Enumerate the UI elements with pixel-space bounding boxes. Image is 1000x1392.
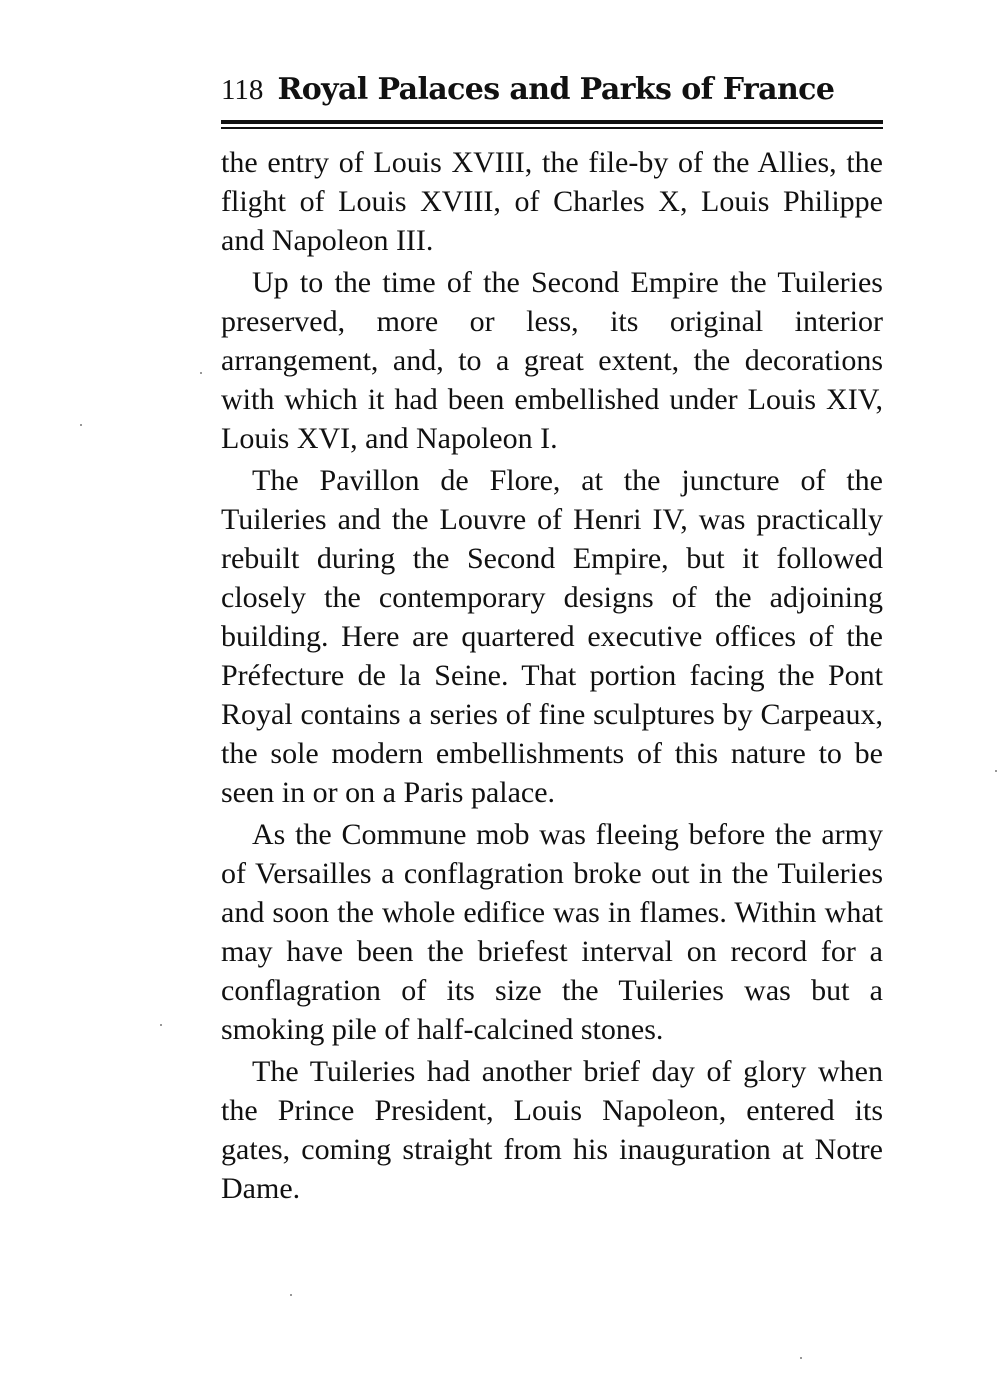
header-rule-thin xyxy=(221,127,883,129)
paragraph: As the Commune mob was fleeing before the army of Versailles a conflagration broke out in the Tuileries and soon the whole edifice was in flames. Within what may have been the briefest interval on record for a conflagration of its size the Tuileries was but a smoking pile of half-calcined stones. xyxy=(221,818,883,1046)
scan-speck xyxy=(995,770,997,772)
header-rule-thick xyxy=(221,120,883,124)
running-title: Royal Palaces and Parks of France xyxy=(277,72,835,107)
paragraph: The Pavillon de Flore, at the juncture of the Tuileries and the Louvre of Henri IV, was practically rebuilt during the Second Empire, but it followed closely the contemporary designs of the adjoining building. Here are quartered executive offices of the Préfecture de la Seine. That portion facing the Pont Royal contains a series of fine sculptures by Carpeaux, the sole modern embellishments of this nature to be seen in or on a Paris palace. xyxy=(221,464,883,809)
book-page xyxy=(221,72,883,1211)
scan-speck xyxy=(800,1357,802,1359)
paragraph: Up to the time of the Second Empire the Tuileries preserved, more or less, its original interior arrangement, and, to a great extent, the decorations with which it had been embellished under Louis XIV, Louis XVI, and Napoleon I. xyxy=(221,266,883,455)
scan-speck xyxy=(200,372,202,374)
paragraph: The Tuileries had another brief day of glory when the Prince President, Louis Napoleon, entered its gates, coming straight from his inauguration at Notre Dame. xyxy=(221,1055,883,1205)
scan-speck xyxy=(290,1294,292,1296)
page-number: 118 xyxy=(221,74,264,106)
body-text xyxy=(221,143,883,1208)
paragraph-continuation: the entry of Louis XVIII, the file-by of the Allies, the flight of Louis XVIII, of Charles X, Louis Philippe and Napoleon III. xyxy=(221,146,883,257)
page-header xyxy=(221,72,883,118)
scan-speck xyxy=(160,1024,162,1026)
scan-speck xyxy=(80,424,82,426)
